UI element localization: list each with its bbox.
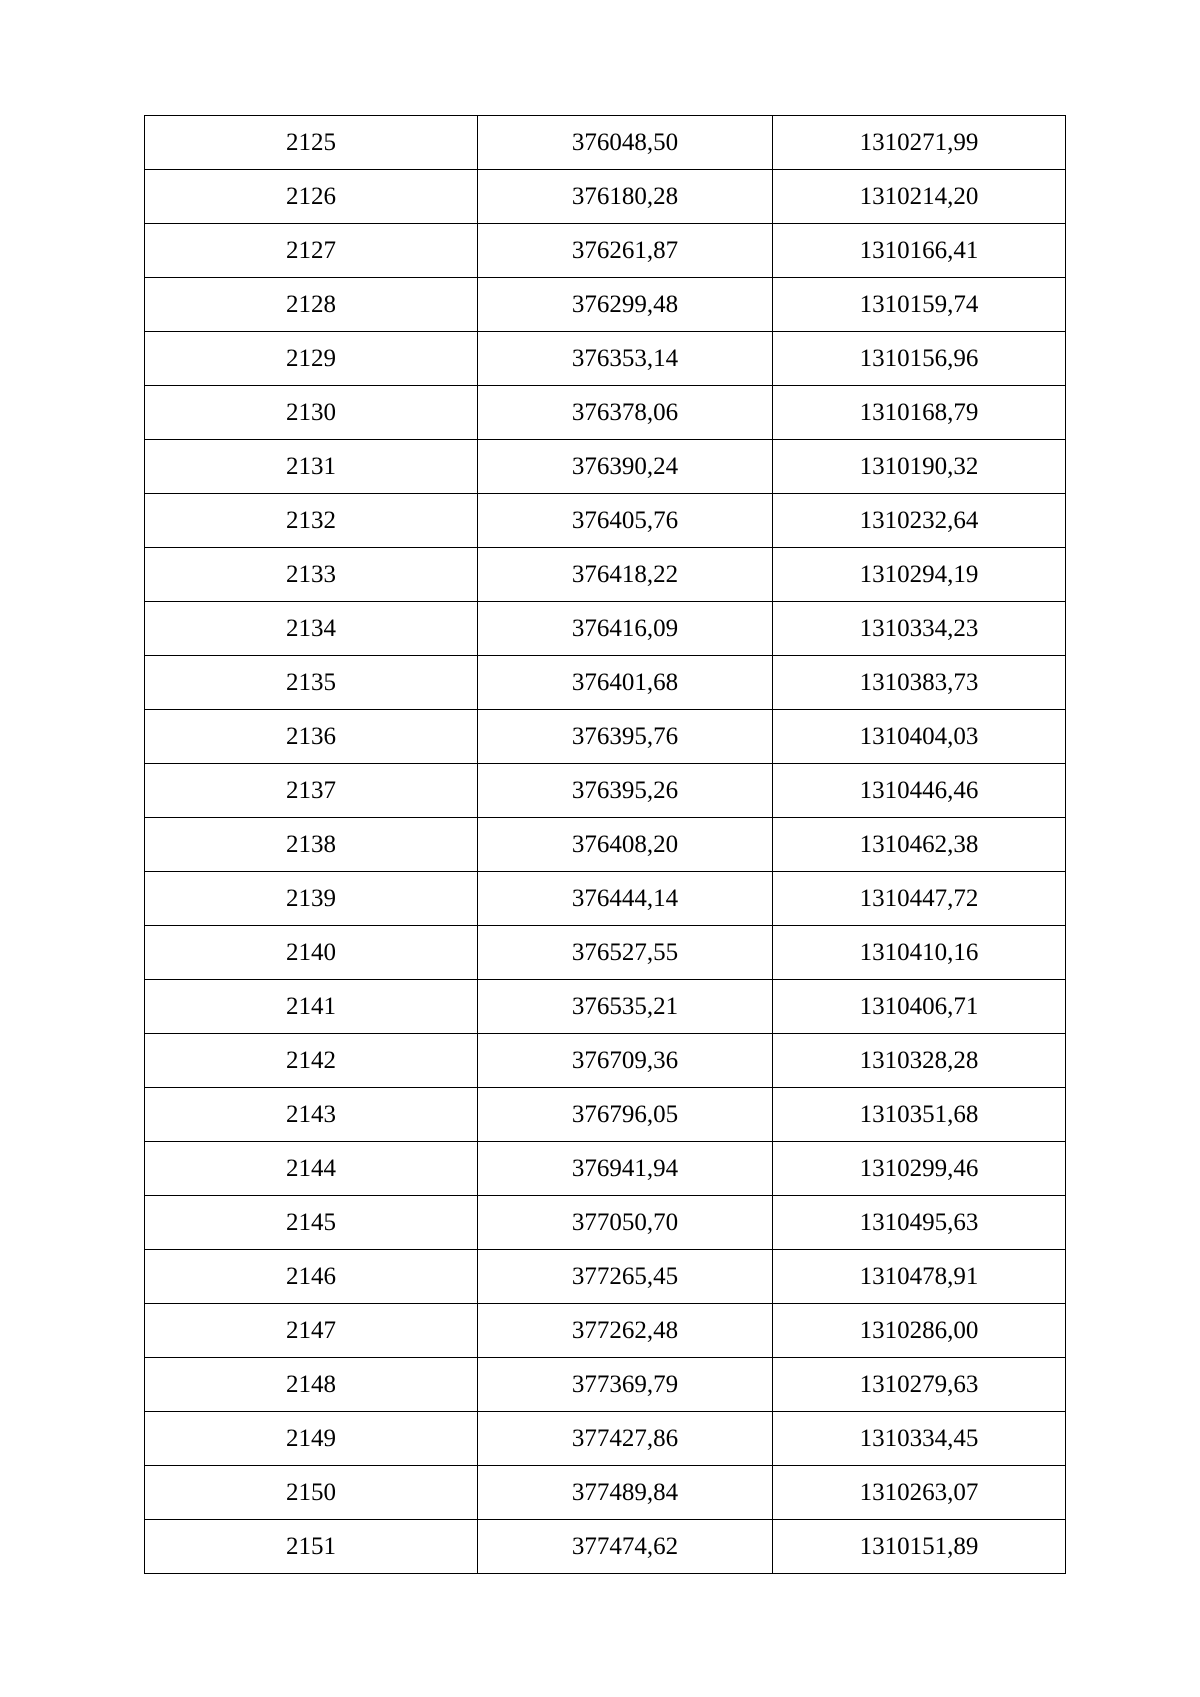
y-coordinate-cell: 1310404,03 bbox=[773, 710, 1066, 764]
y-coordinate-cell: 1310299,46 bbox=[773, 1142, 1066, 1196]
table-row bbox=[145, 926, 1066, 980]
coordinates-table bbox=[144, 115, 1066, 1574]
y-coordinate-cell: 1310495,63 bbox=[773, 1196, 1066, 1250]
table-row bbox=[145, 602, 1066, 656]
x-coordinate-cell: 376941,94 bbox=[478, 1142, 773, 1196]
x-coordinate-cell: 376527,55 bbox=[478, 926, 773, 980]
y-coordinate-cell: 1310232,64 bbox=[773, 494, 1066, 548]
point-number-cell: 2129 bbox=[145, 332, 478, 386]
y-coordinate-cell: 1310406,71 bbox=[773, 980, 1066, 1034]
coordinates-table-body bbox=[145, 116, 1066, 1574]
table-row bbox=[145, 818, 1066, 872]
point-number-cell: 2128 bbox=[145, 278, 478, 332]
y-coordinate-cell: 1310190,32 bbox=[773, 440, 1066, 494]
x-coordinate-cell: 376395,76 bbox=[478, 710, 773, 764]
y-coordinate-cell: 1310214,20 bbox=[773, 170, 1066, 224]
y-coordinate-cell: 1310286,00 bbox=[773, 1304, 1066, 1358]
point-number-cell: 2130 bbox=[145, 386, 478, 440]
x-coordinate-cell: 376535,21 bbox=[478, 980, 773, 1034]
table-row bbox=[145, 1196, 1066, 1250]
table-row bbox=[145, 116, 1066, 170]
table-row bbox=[145, 1466, 1066, 1520]
point-number-cell: 2144 bbox=[145, 1142, 478, 1196]
y-coordinate-cell: 1310156,96 bbox=[773, 332, 1066, 386]
y-coordinate-cell: 1310151,89 bbox=[773, 1520, 1066, 1574]
table-row bbox=[145, 1358, 1066, 1412]
point-number-cell: 2137 bbox=[145, 764, 478, 818]
table-row bbox=[145, 170, 1066, 224]
x-coordinate-cell: 376353,14 bbox=[478, 332, 773, 386]
x-coordinate-cell: 376408,20 bbox=[478, 818, 773, 872]
x-coordinate-cell: 376418,22 bbox=[478, 548, 773, 602]
point-number-cell: 2142 bbox=[145, 1034, 478, 1088]
table-row bbox=[145, 332, 1066, 386]
y-coordinate-cell: 1310166,41 bbox=[773, 224, 1066, 278]
table-row bbox=[145, 1088, 1066, 1142]
point-number-cell: 2127 bbox=[145, 224, 478, 278]
x-coordinate-cell: 377489,84 bbox=[478, 1466, 773, 1520]
table-row bbox=[145, 224, 1066, 278]
table-row bbox=[145, 1520, 1066, 1574]
table-row bbox=[145, 548, 1066, 602]
table-row bbox=[145, 1412, 1066, 1466]
point-number-cell: 2126 bbox=[145, 170, 478, 224]
point-number-cell: 2133 bbox=[145, 548, 478, 602]
point-number-cell: 2125 bbox=[145, 116, 478, 170]
y-coordinate-cell: 1310271,99 bbox=[773, 116, 1066, 170]
x-coordinate-cell: 376299,48 bbox=[478, 278, 773, 332]
x-coordinate-cell: 376444,14 bbox=[478, 872, 773, 926]
y-coordinate-cell: 1310334,23 bbox=[773, 602, 1066, 656]
point-number-cell: 2139 bbox=[145, 872, 478, 926]
y-coordinate-cell: 1310446,46 bbox=[773, 764, 1066, 818]
x-coordinate-cell: 376405,76 bbox=[478, 494, 773, 548]
y-coordinate-cell: 1310447,72 bbox=[773, 872, 1066, 926]
table-row bbox=[145, 494, 1066, 548]
table-row bbox=[145, 872, 1066, 926]
y-coordinate-cell: 1310410,16 bbox=[773, 926, 1066, 980]
point-number-cell: 2132 bbox=[145, 494, 478, 548]
x-coordinate-cell: 376048,50 bbox=[478, 116, 773, 170]
table-row bbox=[145, 710, 1066, 764]
x-coordinate-cell: 376180,28 bbox=[478, 170, 773, 224]
point-number-cell: 2131 bbox=[145, 440, 478, 494]
point-number-cell: 2147 bbox=[145, 1304, 478, 1358]
point-number-cell: 2141 bbox=[145, 980, 478, 1034]
x-coordinate-cell: 376416,09 bbox=[478, 602, 773, 656]
y-coordinate-cell: 1310294,19 bbox=[773, 548, 1066, 602]
point-number-cell: 2145 bbox=[145, 1196, 478, 1250]
x-coordinate-cell: 377265,45 bbox=[478, 1250, 773, 1304]
y-coordinate-cell: 1310159,74 bbox=[773, 278, 1066, 332]
x-coordinate-cell: 376709,36 bbox=[478, 1034, 773, 1088]
y-coordinate-cell: 1310383,73 bbox=[773, 656, 1066, 710]
x-coordinate-cell: 376261,87 bbox=[478, 224, 773, 278]
x-coordinate-cell: 376378,06 bbox=[478, 386, 773, 440]
point-number-cell: 2135 bbox=[145, 656, 478, 710]
y-coordinate-cell: 1310351,68 bbox=[773, 1088, 1066, 1142]
table-row bbox=[145, 764, 1066, 818]
table-row bbox=[145, 1142, 1066, 1196]
y-coordinate-cell: 1310462,38 bbox=[773, 818, 1066, 872]
point-number-cell: 2136 bbox=[145, 710, 478, 764]
point-number-cell: 2148 bbox=[145, 1358, 478, 1412]
y-coordinate-cell: 1310168,79 bbox=[773, 386, 1066, 440]
y-coordinate-cell: 1310328,28 bbox=[773, 1034, 1066, 1088]
y-coordinate-cell: 1310279,63 bbox=[773, 1358, 1066, 1412]
table-row bbox=[145, 440, 1066, 494]
x-coordinate-cell: 377427,86 bbox=[478, 1412, 773, 1466]
point-number-cell: 2138 bbox=[145, 818, 478, 872]
table-row bbox=[145, 1034, 1066, 1088]
y-coordinate-cell: 1310478,91 bbox=[773, 1250, 1066, 1304]
point-number-cell: 2146 bbox=[145, 1250, 478, 1304]
point-number-cell: 2134 bbox=[145, 602, 478, 656]
x-coordinate-cell: 376796,05 bbox=[478, 1088, 773, 1142]
table-row bbox=[145, 656, 1066, 710]
point-number-cell: 2143 bbox=[145, 1088, 478, 1142]
y-coordinate-cell: 1310263,07 bbox=[773, 1466, 1066, 1520]
point-number-cell: 2151 bbox=[145, 1520, 478, 1574]
x-coordinate-cell: 377050,70 bbox=[478, 1196, 773, 1250]
x-coordinate-cell: 377369,79 bbox=[478, 1358, 773, 1412]
x-coordinate-cell: 377262,48 bbox=[478, 1304, 773, 1358]
table-row bbox=[145, 1250, 1066, 1304]
x-coordinate-cell: 376395,26 bbox=[478, 764, 773, 818]
point-number-cell: 2149 bbox=[145, 1412, 478, 1466]
x-coordinate-cell: 376390,24 bbox=[478, 440, 773, 494]
table-row bbox=[145, 278, 1066, 332]
table-row bbox=[145, 1304, 1066, 1358]
point-number-cell: 2150 bbox=[145, 1466, 478, 1520]
point-number-cell: 2140 bbox=[145, 926, 478, 980]
table-row bbox=[145, 980, 1066, 1034]
x-coordinate-cell: 377474,62 bbox=[478, 1520, 773, 1574]
table-row bbox=[145, 386, 1066, 440]
y-coordinate-cell: 1310334,45 bbox=[773, 1412, 1066, 1466]
x-coordinate-cell: 376401,68 bbox=[478, 656, 773, 710]
